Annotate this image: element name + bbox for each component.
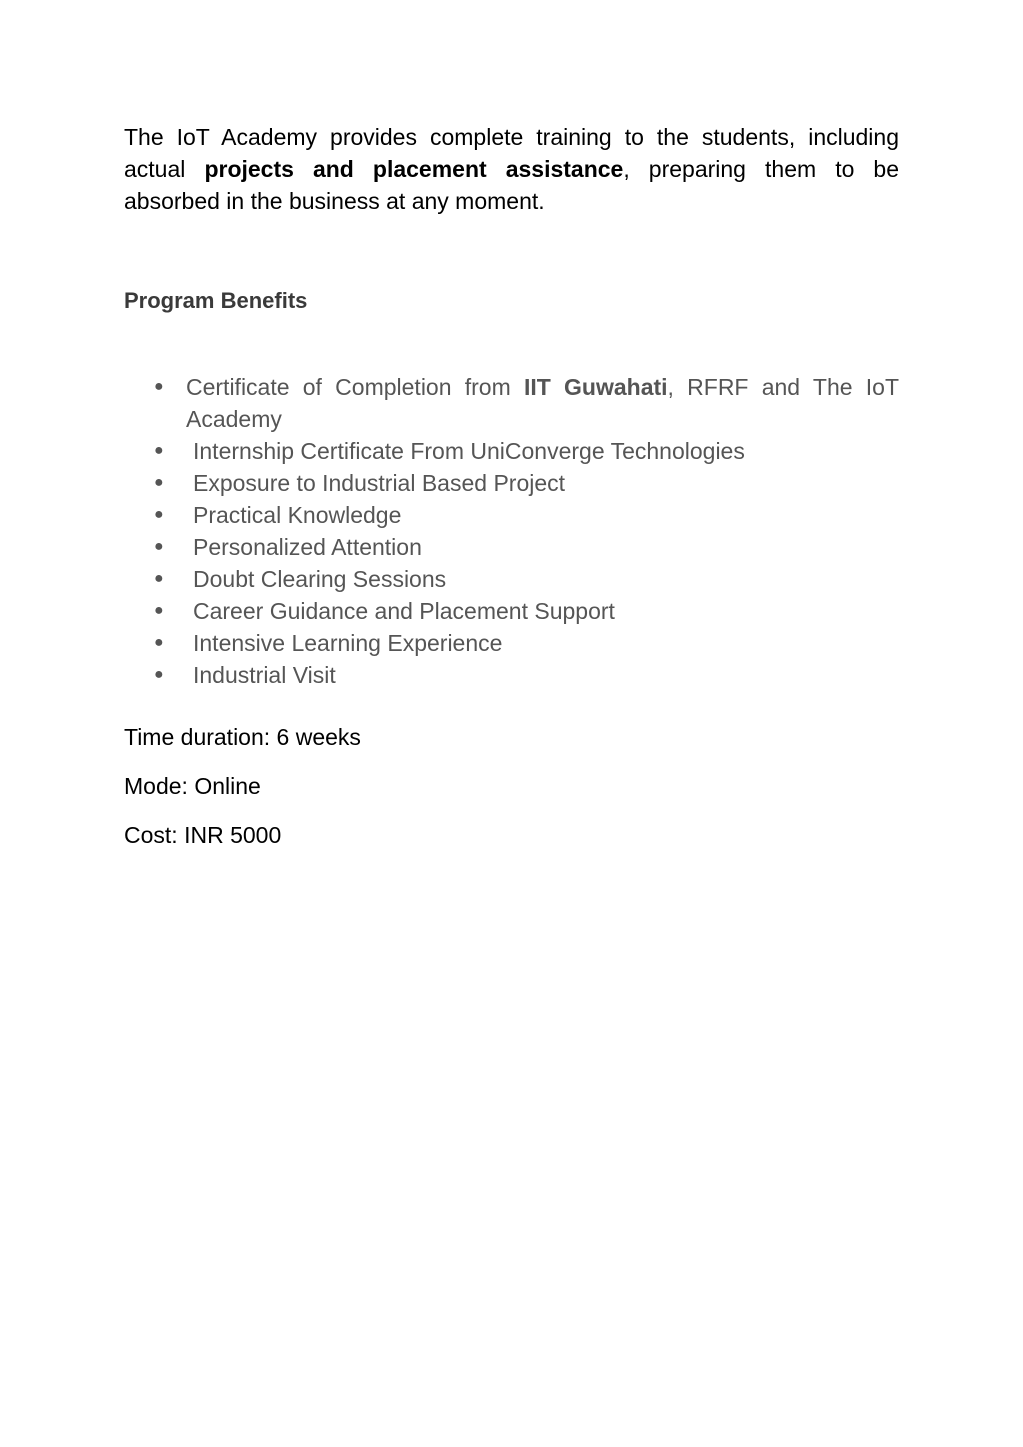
benefit-certificate-prefix: Certificate of Completion from [186, 374, 524, 400]
intro-paragraph [124, 121, 899, 217]
bullet-icon: ● [154, 506, 164, 523]
bullet-icon: ● [154, 666, 164, 683]
benefit-item-exposure [0, 467, 1023, 499]
benefit-text: Career Guidance and Placement Support [193, 598, 615, 624]
bullet-icon: ● [154, 442, 164, 459]
bullet-icon: ● [154, 602, 164, 619]
benefit-text: Practical Knowledge [193, 502, 402, 528]
benefit-item-internship [0, 435, 1023, 467]
benefit-text [186, 371, 899, 435]
intro-text-end: , preparing them to be absorbed in the business at any moment. [124, 156, 900, 214]
bullet-icon: ● [154, 570, 164, 587]
cost: Cost: INR 5000 [124, 822, 282, 848]
benefit-item-practical [0, 499, 1023, 531]
bullet-icon: ● [154, 474, 164, 491]
intro-text-start: The IoT Academy provides complete training to the students, including actual [124, 124, 899, 182]
benefit-text: Doubt Clearing Sessions [193, 566, 447, 592]
benefit-item-doubt-clearing [0, 563, 1023, 595]
benefit-item-certificate [0, 371, 1023, 435]
benefit-certificate-bold: IIT Guwahati [523, 374, 668, 400]
intro-bold-phrase: projects and placement assistance [204, 156, 624, 182]
benefit-text: Exposure to Industrial Based Project [193, 470, 566, 496]
benefit-item-career [0, 595, 1023, 627]
benefit-item-attention [0, 531, 1023, 563]
benefit-certificate-suffix: , RFRF and The IoT Academy [186, 374, 899, 432]
bullet-icon: ● [154, 634, 164, 651]
benefit-item-learning [0, 627, 1023, 659]
bullet-icon: ● [154, 538, 164, 555]
benefit-item-industrial-visit [0, 659, 1023, 691]
time-duration: Time duration: 6 weeks [124, 724, 361, 750]
program-benefits-heading: Program Benefits [124, 288, 308, 313]
mode: Mode: Online [124, 773, 261, 799]
benefit-text: Industrial Visit [193, 662, 336, 688]
bullet-icon: ● [154, 378, 164, 395]
benefit-text: Internship Certificate From UniConverge Technologies [193, 438, 745, 464]
benefits-list [0, 371, 1023, 691]
benefit-text: Intensive Learning Experience [193, 630, 503, 656]
benefit-text: Personalized Attention [193, 534, 422, 560]
